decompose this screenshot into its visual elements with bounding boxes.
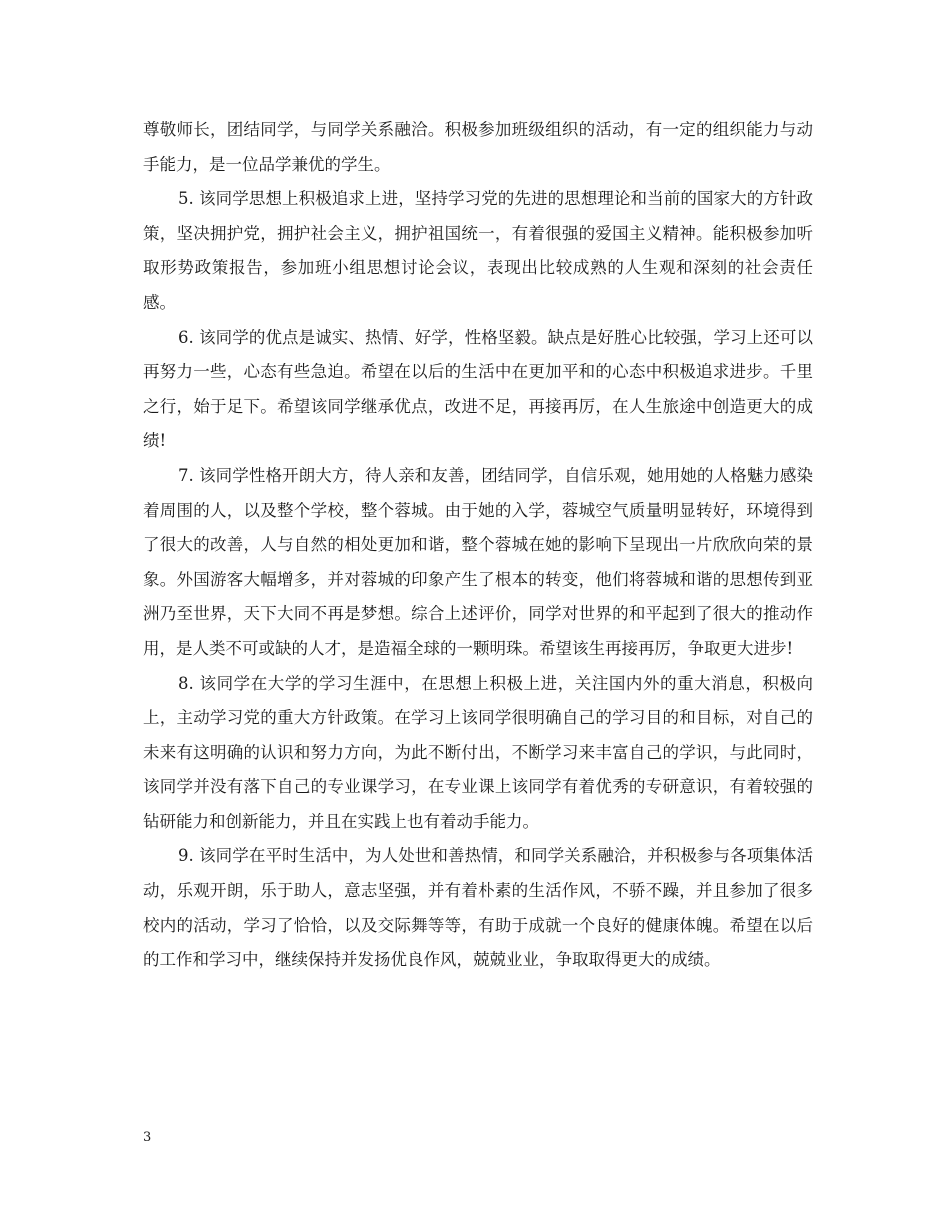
- paragraph-item-7: 7. 该同学性格开朗大方，待人亲和友善，团结同学，自信乐观，她用她的人格魅力感染着周围的人，以及整个学校，整个蓉城。由于她的入学，蓉城空气质量明显转好，环境得到了很大的改善，人与自然的相处更加和谐，整个蓉城在她的影响下呈现出一片欣欣向荣的景象。外国游客大幅增多，并对蓉城的印象产生了根本的转变，他们将蓉城和谐的思想传到亚洲乃至世界，天下大同不再是梦想。综合上述评价，同学对世界的和平起到了很大的推动作用，是人类不可或缺的人才，是造福全球的一颗明珠。希望该生再接再厉，争取更大进步!: [143, 465, 813, 658]
- document-body: [143, 113, 813, 978]
- paragraph-item-8: 8. 该同学在大学的学习生涯中，在思想上积极上进，关注国内外的重大消息，积极向上，主动学习党的重大方针政策。在学习上该同学很明确自己的学习目的和目标，对自己的未来有这明确的认识和努力方向，为此不断付出，不断学习来丰富自己的学识，与此同时，该同学并没有落下自己的专业课学习，在专业课上该同学有着优秀的专研意识，有着较强的钻研能力和创新能力，并且在实践上也有着动手能力。: [143, 673, 813, 831]
- page-number: 3: [143, 1130, 152, 1145]
- paragraph-item-9: 9. 该同学在平时生活中，为人处世和善热情，和同学关系融洽，并积极参与各项集体活动，乐观开朗，乐于助人，意志坚强，并有着朴素的生活作风，不骄不躁，并且参加了很多校内的活动，学习了恰恰，以及交际舞等等，有助于成就一个良好的健康体魄。希望在以后的工作和学习中，继续保持并发扬优良作风，兢兢业业，争取取得更大的成绩。: [143, 846, 813, 970]
- paragraph-item-5: 5. 该同学思想上积极追求上进，坚持学习党的先进的思想理论和当前的国家大的方针政策，坚决拥护党，拥护社会主义，拥护祖国统一，有着很强的爱国主义精神。能积极参加听取形势政策报告，参加班小组思想讨论会议，表现出比较成熟的人生观和深刻的社会责任感。: [143, 189, 813, 312]
- paragraph-item-6: 6. 该同学的优点是诚实、热情、好学，性格坚毅。缺点是好胜心比较强，学习上还可以再努力一些，心态有些急迫。希望在以后的生活中在更加平和的心态中积极追求进步。千里之行，始于足下。希望该同学继承优点，改进不足，再接再厉，在人生旅途中创造更大的成绩!: [143, 327, 813, 451]
- paragraph-continuation: 尊敬师长，团结同学，与同学关系融洽。积极参加班级组织的活动，有一定的组织能力与动手能力，是一位品学兼优的学生。: [143, 120, 813, 174]
